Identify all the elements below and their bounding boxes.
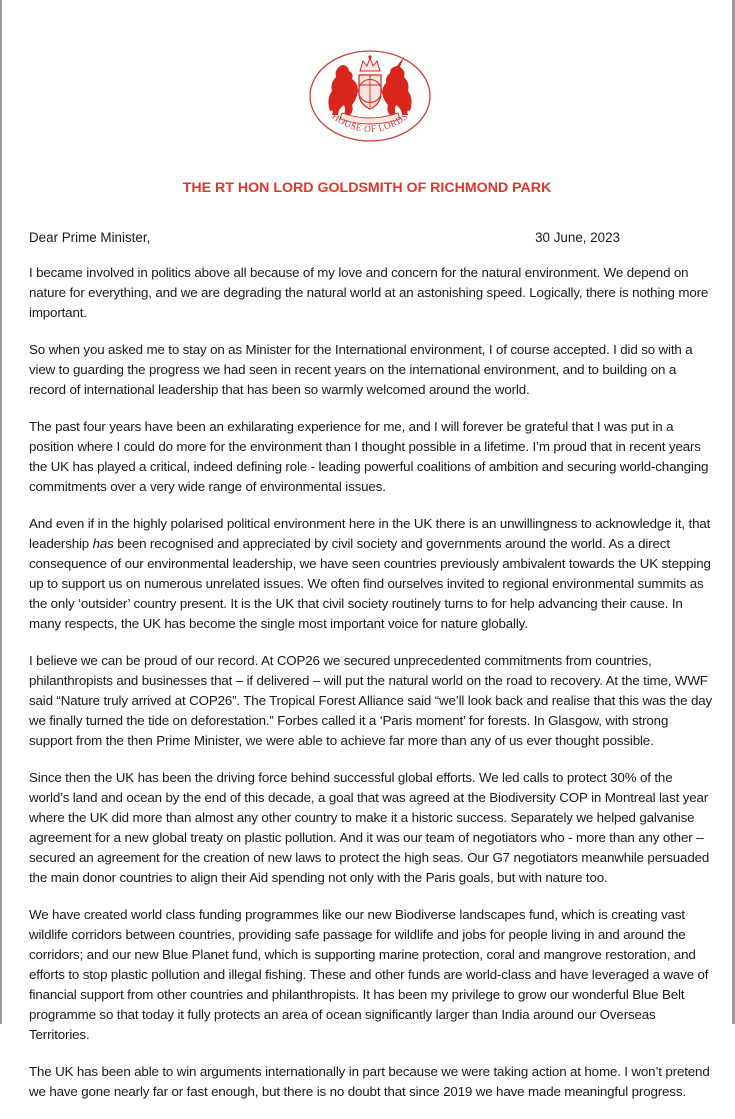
letter-body xyxy=(29,263,715,1119)
paragraph-1: I became involved in politics above all because of my love and concern for the natural environment. We depend on nature for everything, and we are degrading the natural world at an astonishing speed. Logically, there is nothing more important. xyxy=(29,265,709,320)
paragraph-6: Since then the UK has been the driving force behind successful global efforts. We led calls to protect 30% of the world’s land and ocean by the end of this decade, a goal that was agreed at the Biodiversity COP in Montreal last year where the UK did more than almost any other country to make it a historic success. Separately we helped galvanise agreement for a new global treaty on plastic pollution. And it was our team of negotiators who - more than any other – secured an agreement for the creation of new laws to protect the high seas. Our G7 negotiators meanwhile persuaded the main donor countries to align their Aid spending not only with the Paris goals, but with nature too. xyxy=(29,770,710,885)
paragraph-2: So when you asked me to stay on as Minister for the International environment, I of course accepted. I did so with a view to guarding the progress we had seen in recent years on the international environment, and to building on a record of international leadership that has been so warmly welcomed around the world. xyxy=(29,342,693,397)
house-of-lords-crest-icon xyxy=(308,49,432,143)
letterhead-title: THE RT HON LORD GOLDSMITH OF RICHMOND PARK xyxy=(182,180,552,196)
paragraph-5: I believe we can be proud of our record. At COP26 we secured unprecedented commitments from countries, philanthropists and businesses that – if delivered – will put the natural world on the road to recovery. At the time, WWF said “Nature truly arrived at COP26”. The Tropical Forest Alliance said “we’ll look back and realise that this was the day we finally turned the tide on deforestation.” Forbes called it a ‘Paris moment’ for forests. In Glasgow, with strong support from the then Prime Minister, we were able to achieve far more than any of us ever thought possible. xyxy=(29,653,713,748)
paragraph-4-after: been recognised and appreciated by civil society and governments around the world. As a direct consequence of our environmental leadership, we have seen countries previously ambivalent towards the UK stepping up to support us on numerous unrelated issues. We often find ourselves invited to regional environmental summits as the only ‘outsider’ country present. It is the UK that civil society routinely turns to for help advancing their cause. In many respects, the UK has become the single most important voice for nature globally. xyxy=(29,536,711,631)
salutation: Dear Prime Minister, xyxy=(29,230,151,245)
paragraph-7: We have created world class funding programmes like our new Biodiverse landscapes fund, which is creating vast wildlife corridors between countries, providing safe passage for wildlife and jobs for people living in and around the corridors; and our new Blue Planet fund, which is supporting marine protection, coral and mangrove restoration, and efforts to stop plastic pollution and illegal fishing. These and other funds are world-class and have leveraged a wave of financial support from other countries and philanthropists. It has been my privilege to grow our wonderful Blue Belt programme so that today it fully protects an area of ocean significantly larger than India around our Overseas Territories. xyxy=(29,907,709,1042)
paragraph-4-before: And even if in the highly polarised political environment here in the UK there is an unwillingness to acknowledge it, that leadership xyxy=(29,516,711,551)
letter-date: 30 June, 2023 xyxy=(535,230,620,245)
paragraph-4-emphasis: has xyxy=(92,536,114,551)
salutation-row xyxy=(29,230,620,245)
paragraph-4 xyxy=(29,514,715,634)
svg-text:HOUSE OF LORDS: HOUSE OF LORDS xyxy=(329,111,411,136)
paragraph-8: The UK has been able to win arguments internationally in part because we were taking action at home. I won’t pretend we have gone nearly far or fast enough, but there is no doubt that since 2019 we have made meaningful progress. xyxy=(29,1064,710,1099)
paragraph-3: The past four years have been an exhilarating experience for me, and I will forever be grateful that I was put in a position where I could do more for the environment than I thought possible in a lifetime. I’m proud that in recent years the UK has played a critical, indeed defining role - leading powerful coalitions of ambition and securing world-changing commitments over a very wide range of environmental issues. xyxy=(29,419,709,494)
